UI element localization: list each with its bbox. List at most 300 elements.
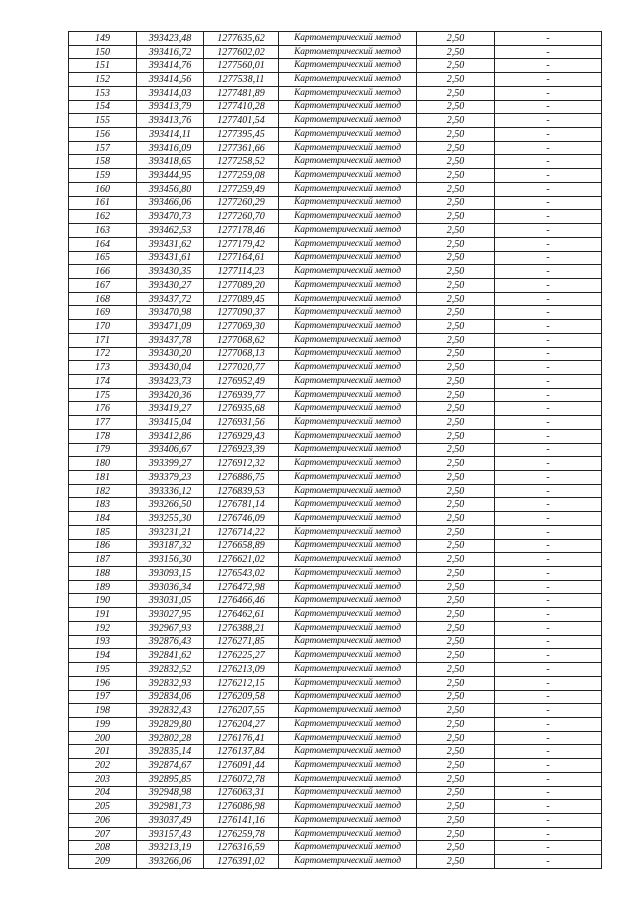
x-coordinate-cell: 393379,23	[137, 471, 204, 485]
y-coordinate-cell: 1276472,98	[204, 580, 279, 594]
x-coordinate-cell: 393419,27	[137, 402, 204, 416]
description-cell: -	[495, 484, 602, 498]
accuracy-cell: 2,50	[417, 539, 495, 553]
y-coordinate-cell: 1276912,32	[204, 457, 279, 471]
y-coordinate-cell: 1277260,70	[204, 210, 279, 224]
method-cell: Картометрический метод	[279, 416, 417, 430]
description-cell: -	[495, 416, 602, 430]
y-coordinate-cell: 1276543,02	[204, 567, 279, 581]
point-number-cell: 162	[69, 210, 137, 224]
y-coordinate-cell: 1277090,37	[204, 306, 279, 320]
y-coordinate-cell: 1276271,85	[204, 635, 279, 649]
point-number-cell: 149	[69, 32, 137, 46]
point-number-cell: 185	[69, 525, 137, 539]
x-coordinate-cell: 393471,09	[137, 320, 204, 334]
point-number-cell: 161	[69, 196, 137, 210]
y-coordinate-cell: 1277164,61	[204, 251, 279, 265]
table-row	[69, 155, 602, 169]
y-coordinate-cell: 1276839,53	[204, 484, 279, 498]
y-coordinate-cell: 1276462,61	[204, 608, 279, 622]
point-number-cell: 171	[69, 333, 137, 347]
accuracy-cell: 2,50	[417, 663, 495, 677]
point-number-cell: 170	[69, 320, 137, 334]
table-row	[69, 745, 602, 759]
x-coordinate-cell: 393414,56	[137, 73, 204, 87]
accuracy-cell: 2,50	[417, 210, 495, 224]
point-number-cell: 158	[69, 155, 137, 169]
method-cell: Картометрический метод	[279, 210, 417, 224]
accuracy-cell: 2,50	[417, 471, 495, 485]
method-cell: Картометрический метод	[279, 663, 417, 677]
y-coordinate-cell: 1277089,45	[204, 292, 279, 306]
y-coordinate-cell: 1276086,98	[204, 800, 279, 814]
accuracy-cell: 2,50	[417, 251, 495, 265]
point-number-cell: 181	[69, 471, 137, 485]
description-cell: -	[495, 361, 602, 375]
y-coordinate-cell: 1276935,68	[204, 402, 279, 416]
method-cell: Картометрический метод	[279, 402, 417, 416]
x-coordinate-cell: 393416,72	[137, 45, 204, 59]
y-coordinate-cell: 1276388,21	[204, 621, 279, 635]
method-cell: Картометрический метод	[279, 827, 417, 841]
description-cell: -	[495, 182, 602, 196]
point-number-cell: 193	[69, 635, 137, 649]
table-row	[69, 594, 602, 608]
table-row	[69, 374, 602, 388]
description-cell: -	[495, 772, 602, 786]
accuracy-cell: 2,50	[417, 608, 495, 622]
table-row	[69, 457, 602, 471]
y-coordinate-cell: 1276714,22	[204, 525, 279, 539]
point-number-cell: 169	[69, 306, 137, 320]
accuracy-cell: 2,50	[417, 745, 495, 759]
method-cell: Картометрический метод	[279, 45, 417, 59]
method-cell: Картометрический метод	[279, 553, 417, 567]
table-row	[69, 649, 602, 663]
table-row	[69, 32, 602, 46]
point-number-cell: 180	[69, 457, 137, 471]
point-number-cell: 176	[69, 402, 137, 416]
table-row	[69, 251, 602, 265]
point-number-cell: 166	[69, 265, 137, 279]
x-coordinate-cell: 392832,93	[137, 676, 204, 690]
x-coordinate-cell: 393336,12	[137, 484, 204, 498]
description-cell: -	[495, 731, 602, 745]
x-coordinate-cell: 393157,43	[137, 827, 204, 841]
method-cell: Картометрический метод	[279, 580, 417, 594]
x-coordinate-cell: 392832,52	[137, 663, 204, 677]
point-number-cell: 202	[69, 759, 137, 773]
description-cell: -	[495, 128, 602, 142]
x-coordinate-cell: 393412,86	[137, 429, 204, 443]
description-cell: -	[495, 759, 602, 773]
point-number-cell: 209	[69, 855, 137, 869]
point-number-cell: 196	[69, 676, 137, 690]
table-row	[69, 361, 602, 375]
point-number-cell: 152	[69, 73, 137, 87]
accuracy-cell: 2,50	[417, 224, 495, 238]
description-cell: -	[495, 141, 602, 155]
table-row	[69, 429, 602, 443]
point-number-cell: 206	[69, 813, 137, 827]
x-coordinate-cell: 393413,79	[137, 100, 204, 114]
method-cell: Картометрический метод	[279, 320, 417, 334]
y-coordinate-cell: 1276391,02	[204, 855, 279, 869]
method-cell: Картометрический метод	[279, 347, 417, 361]
x-coordinate-cell: 393470,98	[137, 306, 204, 320]
method-cell: Картометрический метод	[279, 32, 417, 46]
description-cell: -	[495, 717, 602, 731]
y-coordinate-cell: 1277410,28	[204, 100, 279, 114]
y-coordinate-cell: 1276886,75	[204, 471, 279, 485]
table-row	[69, 635, 602, 649]
y-coordinate-cell: 1276929,43	[204, 429, 279, 443]
method-cell: Картометрический метод	[279, 525, 417, 539]
description-cell: -	[495, 292, 602, 306]
accuracy-cell: 2,50	[417, 237, 495, 251]
y-coordinate-cell: 1276209,58	[204, 690, 279, 704]
method-cell: Картометрический метод	[279, 114, 417, 128]
method-cell: Картометрический метод	[279, 128, 417, 142]
x-coordinate-cell: 392829,80	[137, 717, 204, 731]
description-cell: -	[495, 690, 602, 704]
table-row	[69, 484, 602, 498]
accuracy-cell: 2,50	[417, 731, 495, 745]
description-cell: -	[495, 100, 602, 114]
point-number-cell: 178	[69, 429, 137, 443]
accuracy-cell: 2,50	[417, 621, 495, 635]
table-row	[69, 553, 602, 567]
description-cell: -	[495, 306, 602, 320]
x-coordinate-cell: 393027,95	[137, 608, 204, 622]
point-number-cell: 208	[69, 841, 137, 855]
method-cell: Картометрический метод	[279, 621, 417, 635]
x-coordinate-cell: 393431,62	[137, 237, 204, 251]
method-cell: Картометрический метод	[279, 333, 417, 347]
accuracy-cell: 2,50	[417, 484, 495, 498]
x-coordinate-cell: 393266,06	[137, 855, 204, 869]
accuracy-cell: 2,50	[417, 827, 495, 841]
y-coordinate-cell: 1276923,39	[204, 443, 279, 457]
table-row	[69, 86, 602, 100]
accuracy-cell: 2,50	[417, 567, 495, 581]
y-coordinate-cell: 1276939,77	[204, 388, 279, 402]
description-cell: -	[495, 224, 602, 238]
table-row	[69, 182, 602, 196]
description-cell: -	[495, 676, 602, 690]
y-coordinate-cell: 1276137,84	[204, 745, 279, 759]
accuracy-cell: 2,50	[417, 676, 495, 690]
point-number-cell: 195	[69, 663, 137, 677]
y-coordinate-cell: 1277069,30	[204, 320, 279, 334]
x-coordinate-cell: 393437,78	[137, 333, 204, 347]
table-row	[69, 498, 602, 512]
description-cell: -	[495, 498, 602, 512]
x-coordinate-cell: 392841,62	[137, 649, 204, 663]
method-cell: Картометрический метод	[279, 237, 417, 251]
description-cell: -	[495, 86, 602, 100]
point-number-cell: 179	[69, 443, 137, 457]
x-coordinate-cell: 393430,04	[137, 361, 204, 375]
point-number-cell: 173	[69, 361, 137, 375]
x-coordinate-cell: 393444,95	[137, 169, 204, 183]
accuracy-cell: 2,50	[417, 155, 495, 169]
method-cell: Картометрический метод	[279, 759, 417, 773]
description-cell: -	[495, 196, 602, 210]
coordinates-table	[68, 31, 602, 869]
description-cell: -	[495, 320, 602, 334]
table-row	[69, 471, 602, 485]
point-number-cell: 186	[69, 539, 137, 553]
description-cell: -	[495, 402, 602, 416]
accuracy-cell: 2,50	[417, 196, 495, 210]
method-cell: Картометрический метод	[279, 635, 417, 649]
x-coordinate-cell: 392835,14	[137, 745, 204, 759]
x-coordinate-cell: 393456,80	[137, 182, 204, 196]
accuracy-cell: 2,50	[417, 429, 495, 443]
method-cell: Картометрический метод	[279, 251, 417, 265]
accuracy-cell: 2,50	[417, 292, 495, 306]
x-coordinate-cell: 392981,73	[137, 800, 204, 814]
accuracy-cell: 2,50	[417, 580, 495, 594]
y-coordinate-cell: 1277179,42	[204, 237, 279, 251]
y-coordinate-cell: 1277068,13	[204, 347, 279, 361]
description-cell: -	[495, 553, 602, 567]
accuracy-cell: 2,50	[417, 443, 495, 457]
y-coordinate-cell: 1277114,23	[204, 265, 279, 279]
method-cell: Картометрический метод	[279, 224, 417, 238]
table-row	[69, 759, 602, 773]
x-coordinate-cell: 393437,72	[137, 292, 204, 306]
point-number-cell: 155	[69, 114, 137, 128]
x-coordinate-cell: 393413,76	[137, 114, 204, 128]
description-cell: -	[495, 443, 602, 457]
accuracy-cell: 2,50	[417, 402, 495, 416]
y-coordinate-cell: 1277259,49	[204, 182, 279, 196]
table-row	[69, 416, 602, 430]
y-coordinate-cell: 1277560,01	[204, 59, 279, 73]
table-row	[69, 539, 602, 553]
x-coordinate-cell: 393418,65	[137, 155, 204, 169]
y-coordinate-cell: 1277260,29	[204, 196, 279, 210]
point-number-cell: 174	[69, 374, 137, 388]
x-coordinate-cell: 393423,73	[137, 374, 204, 388]
accuracy-cell: 2,50	[417, 855, 495, 869]
table-row	[69, 772, 602, 786]
accuracy-cell: 2,50	[417, 347, 495, 361]
point-number-cell: 204	[69, 786, 137, 800]
description-cell: -	[495, 800, 602, 814]
method-cell: Картометрический метод	[279, 374, 417, 388]
accuracy-cell: 2,50	[417, 649, 495, 663]
point-number-cell: 188	[69, 567, 137, 581]
point-number-cell: 187	[69, 553, 137, 567]
y-coordinate-cell: 1277020,77	[204, 361, 279, 375]
method-cell: Картометрический метод	[279, 86, 417, 100]
y-coordinate-cell: 1277538,11	[204, 73, 279, 87]
y-coordinate-cell: 1276225,27	[204, 649, 279, 663]
point-number-cell: 182	[69, 484, 137, 498]
method-cell: Картометрический метод	[279, 182, 417, 196]
table-row	[69, 141, 602, 155]
table-row	[69, 443, 602, 457]
table-row	[69, 292, 602, 306]
description-cell: -	[495, 580, 602, 594]
accuracy-cell: 2,50	[417, 128, 495, 142]
x-coordinate-cell: 393414,76	[137, 59, 204, 73]
accuracy-cell: 2,50	[417, 73, 495, 87]
method-cell: Картометрический метод	[279, 717, 417, 731]
table-row	[69, 237, 602, 251]
point-number-cell: 164	[69, 237, 137, 251]
accuracy-cell: 2,50	[417, 704, 495, 718]
description-cell: -	[495, 429, 602, 443]
table-row	[69, 210, 602, 224]
point-number-cell: 189	[69, 580, 137, 594]
description-cell: -	[495, 649, 602, 663]
accuracy-cell: 2,50	[417, 169, 495, 183]
table-row	[69, 59, 602, 73]
x-coordinate-cell: 392834,06	[137, 690, 204, 704]
point-number-cell: 203	[69, 772, 137, 786]
table-row	[69, 731, 602, 745]
y-coordinate-cell: 1276466,46	[204, 594, 279, 608]
point-number-cell: 191	[69, 608, 137, 622]
point-number-cell: 150	[69, 45, 137, 59]
x-coordinate-cell: 393266,50	[137, 498, 204, 512]
method-cell: Картометрический метод	[279, 855, 417, 869]
table-row	[69, 676, 602, 690]
accuracy-cell: 2,50	[417, 759, 495, 773]
point-number-cell: 156	[69, 128, 137, 142]
table-row	[69, 402, 602, 416]
method-cell: Картометрический метод	[279, 800, 417, 814]
point-number-cell: 175	[69, 388, 137, 402]
y-coordinate-cell: 1276204,27	[204, 717, 279, 731]
point-number-cell: 159	[69, 169, 137, 183]
description-cell: -	[495, 347, 602, 361]
x-coordinate-cell: 393414,03	[137, 86, 204, 100]
x-coordinate-cell: 393423,48	[137, 32, 204, 46]
y-coordinate-cell: 1276259,78	[204, 827, 279, 841]
coordinates-table-body	[69, 32, 602, 869]
accuracy-cell: 2,50	[417, 361, 495, 375]
method-cell: Картометрический метод	[279, 649, 417, 663]
description-cell: -	[495, 32, 602, 46]
method-cell: Картометрический метод	[279, 471, 417, 485]
accuracy-cell: 2,50	[417, 690, 495, 704]
table-row	[69, 128, 602, 142]
point-number-cell: 160	[69, 182, 137, 196]
y-coordinate-cell: 1277089,20	[204, 278, 279, 292]
table-row	[69, 347, 602, 361]
x-coordinate-cell: 393213,19	[137, 841, 204, 855]
table-row	[69, 388, 602, 402]
x-coordinate-cell: 393430,35	[137, 265, 204, 279]
y-coordinate-cell: 1276658,89	[204, 539, 279, 553]
point-number-cell: 167	[69, 278, 137, 292]
description-cell: -	[495, 265, 602, 279]
method-cell: Картометрический метод	[279, 443, 417, 457]
point-number-cell: 207	[69, 827, 137, 841]
y-coordinate-cell: 1276207,55	[204, 704, 279, 718]
x-coordinate-cell: 392967,93	[137, 621, 204, 635]
method-cell: Картометрический метод	[279, 567, 417, 581]
method-cell: Картометрический метод	[279, 73, 417, 87]
accuracy-cell: 2,50	[417, 45, 495, 59]
description-cell: -	[495, 278, 602, 292]
x-coordinate-cell: 393187,32	[137, 539, 204, 553]
method-cell: Картометрический метод	[279, 772, 417, 786]
accuracy-cell: 2,50	[417, 141, 495, 155]
accuracy-cell: 2,50	[417, 320, 495, 334]
x-coordinate-cell: 393036,34	[137, 580, 204, 594]
table-row	[69, 800, 602, 814]
point-number-cell: 163	[69, 224, 137, 238]
table-row	[69, 608, 602, 622]
accuracy-cell: 2,50	[417, 278, 495, 292]
point-number-cell: 165	[69, 251, 137, 265]
description-cell: -	[495, 374, 602, 388]
description-cell: -	[495, 333, 602, 347]
y-coordinate-cell: 1276141,16	[204, 813, 279, 827]
description-cell: -	[495, 539, 602, 553]
table-row	[69, 196, 602, 210]
x-coordinate-cell: 393420,36	[137, 388, 204, 402]
table-row	[69, 525, 602, 539]
description-cell: -	[495, 73, 602, 87]
point-number-cell: 190	[69, 594, 137, 608]
accuracy-cell: 2,50	[417, 813, 495, 827]
method-cell: Картометрический метод	[279, 265, 417, 279]
table-row	[69, 621, 602, 635]
table-row	[69, 45, 602, 59]
method-cell: Картометрический метод	[279, 594, 417, 608]
description-cell: -	[495, 621, 602, 635]
x-coordinate-cell: 393255,30	[137, 512, 204, 526]
method-cell: Картометрический метод	[279, 429, 417, 443]
method-cell: Картометрический метод	[279, 745, 417, 759]
accuracy-cell: 2,50	[417, 265, 495, 279]
x-coordinate-cell: 393430,27	[137, 278, 204, 292]
x-coordinate-cell: 392832,43	[137, 704, 204, 718]
method-cell: Картометрический метод	[279, 676, 417, 690]
x-coordinate-cell: 393031,05	[137, 594, 204, 608]
table-row	[69, 841, 602, 855]
x-coordinate-cell: 392876,43	[137, 635, 204, 649]
description-cell: -	[495, 155, 602, 169]
accuracy-cell: 2,50	[417, 59, 495, 73]
y-coordinate-cell: 1276212,15	[204, 676, 279, 690]
description-cell: -	[495, 663, 602, 677]
x-coordinate-cell: 393231,21	[137, 525, 204, 539]
accuracy-cell: 2,50	[417, 114, 495, 128]
description-cell: -	[495, 457, 602, 471]
table-row	[69, 827, 602, 841]
y-coordinate-cell: 1277068,62	[204, 333, 279, 347]
table-row	[69, 786, 602, 800]
x-coordinate-cell: 393470,73	[137, 210, 204, 224]
x-coordinate-cell: 393156,30	[137, 553, 204, 567]
description-cell: -	[495, 594, 602, 608]
x-coordinate-cell: 393406,67	[137, 443, 204, 457]
method-cell: Картометрический метод	[279, 59, 417, 73]
method-cell: Картометрический метод	[279, 498, 417, 512]
description-cell: -	[495, 59, 602, 73]
accuracy-cell: 2,50	[417, 457, 495, 471]
description-cell: -	[495, 169, 602, 183]
point-number-cell: 151	[69, 59, 137, 73]
